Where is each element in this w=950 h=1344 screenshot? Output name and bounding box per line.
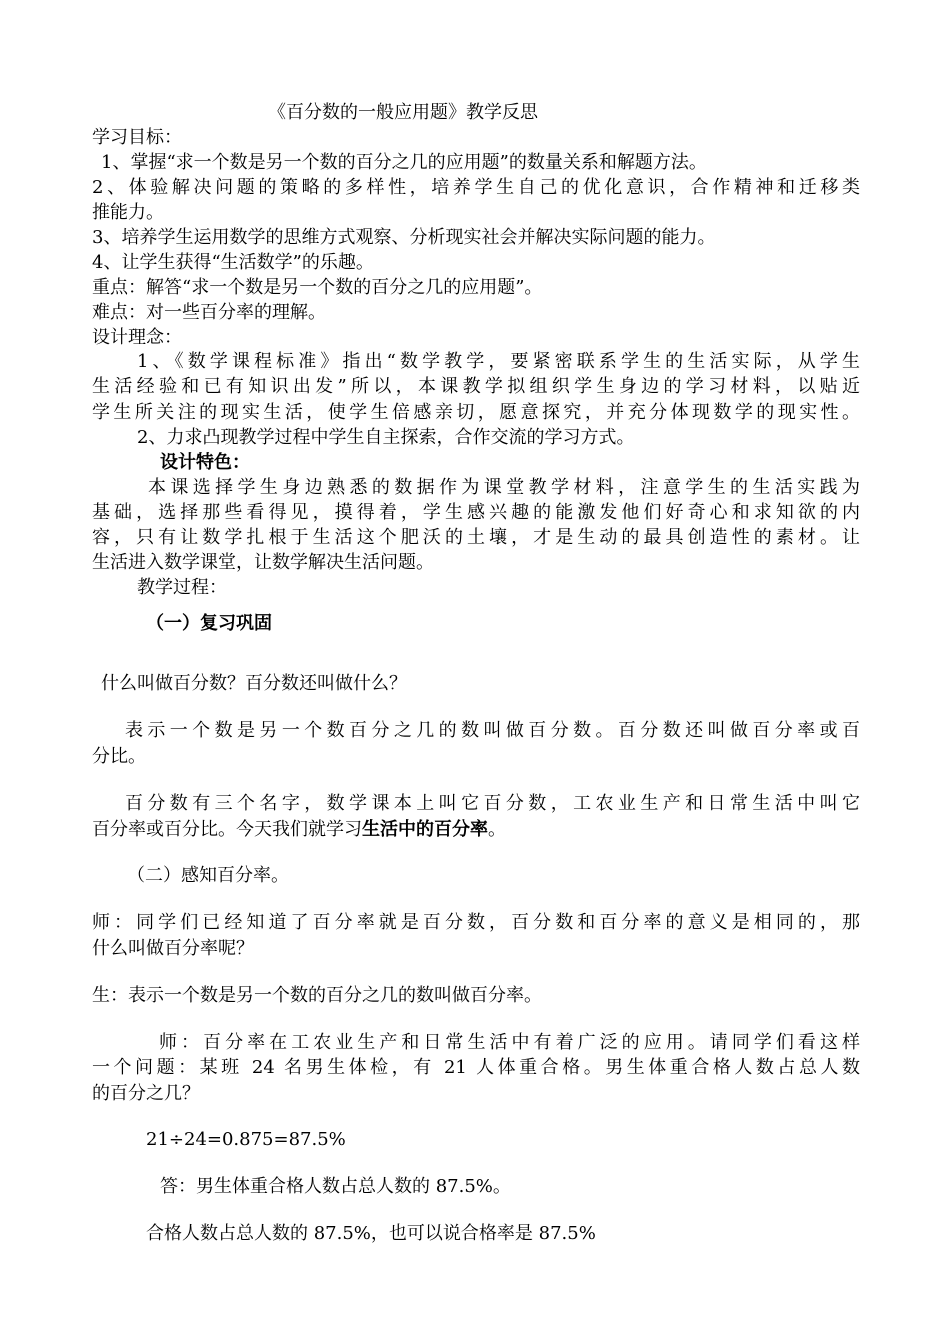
objective-2-line-1: 2、体验解决问题的策略的多样性，培养学生自己的优化意识，合作精神和迁移类 (92, 177, 860, 198)
teacher-problem-line-2: 一个问题：某班 24 名男生体检，有 21 人体重合格。男生体重合格人数占总人数 (92, 1057, 860, 1078)
names-paragraph-end: 。 (488, 819, 506, 840)
concept-1-line-2: 生活经验和已有知识出发”所以，本课教学拟组织学生身边的学习材料，以贴近 (92, 376, 860, 397)
review-answer-line-2: 分比。 (92, 746, 146, 767)
teacher-problem-line-1: 师：百分率在工农业生产和日常生活中有着广泛的应用。请同学们看这样 (159, 1032, 860, 1053)
difficulty: 难点：对一些百分率的理解。 (92, 302, 326, 323)
section-1-heading: （一）复习巩固 (146, 613, 272, 634)
objective-3: 3、培养学生运用数学的思维方式观察、分析现实社会并解决实际问题的能力。 (92, 227, 716, 248)
features-line-4: 生活进入数学课堂，让数学解决生活问题。 (92, 552, 434, 573)
concept-2: 2、力求凸现教学过程中学生自主探索，合作交流的学习方式。 (137, 427, 635, 448)
objective-2-line-2: 推能力。 (92, 202, 164, 223)
names-paragraph-text: 百分率或百分比。今天我们就学习 (92, 819, 362, 840)
names-paragraph-line-2 (92, 818, 506, 841)
features-line-3: 容，只有让数学扎根于生活这个肥沃的土壤，才是生动的最具创造性的素材。让 (92, 527, 860, 548)
key-point: 重点：解答“求一个数是另一个数的百分之几的应用题”。 (92, 277, 543, 298)
calculation: 21÷24=0.875=87.5% (146, 1129, 346, 1150)
section-2-heading: （二）感知百分率。 (127, 865, 289, 886)
lesson-topic-emphasis: 生活中的百分率 (362, 819, 488, 840)
design-concept-heading: 设计理念： (92, 327, 182, 348)
conclusion: 合格人数占总人数的 87.5%，也可以说合格率是 87.5% (146, 1223, 596, 1244)
document-title: 《百分数的一般应用题》教学反思 (268, 102, 538, 123)
objective-4: 4、让学生获得“生活数学”的乐趣。 (92, 252, 374, 273)
features-line-1: 本课选择学生身边熟悉的数据作为课堂教学材料，注意学生的生活实践为 (148, 477, 860, 498)
student-answer: 生：表示一个数是另一个数的百分之几的数叫做百分率。 (92, 985, 542, 1006)
process-heading: 教学过程： (137, 577, 227, 598)
features-heading: 设计特色： (160, 452, 250, 473)
objective-1: 1、掌握“求一个数是另一个数的百分之几的应用题”的数量关系和解题方法。 (101, 152, 707, 173)
features-line-2: 基础，选择那些看得见，摸得着，学生感兴趣的能激发他们好奇心和求知欲的内 (92, 502, 860, 523)
teacher-problem-line-3: 的百分之几？ (92, 1083, 200, 1104)
teacher-line-1: 师：同学们已经知道了百分率就是百分数，百分数和百分率的意义是相同的，那 (92, 912, 860, 933)
names-paragraph-line-1: 百分数有三个名字，数学课本上叫它百分数，工农业生产和日常生活中叫它 (125, 793, 860, 814)
teacher-line-2: 什么叫做百分率呢？ (92, 938, 254, 959)
concept-1-line-1: 1、《数学课程标准》指出“数学教学，要紧密联系学生的生活实际，从学生 (137, 351, 860, 372)
review-question: 什么叫做百分数？百分数还叫做什么？ (101, 673, 407, 694)
answer-statement: 答：男生体重合格人数占总人数的 87.5%。 (160, 1176, 511, 1197)
objectives-heading: 学习目标： (92, 127, 182, 148)
review-answer-line-1: 表示一个数是另一个数百分之几的数叫做百分数。百分数还叫做百分率或百 (125, 720, 860, 741)
concept-1-line-3: 学生所关注的现实生活，使学生倍感亲切，愿意探究，并充分体现数学的现实性。 (92, 402, 860, 423)
